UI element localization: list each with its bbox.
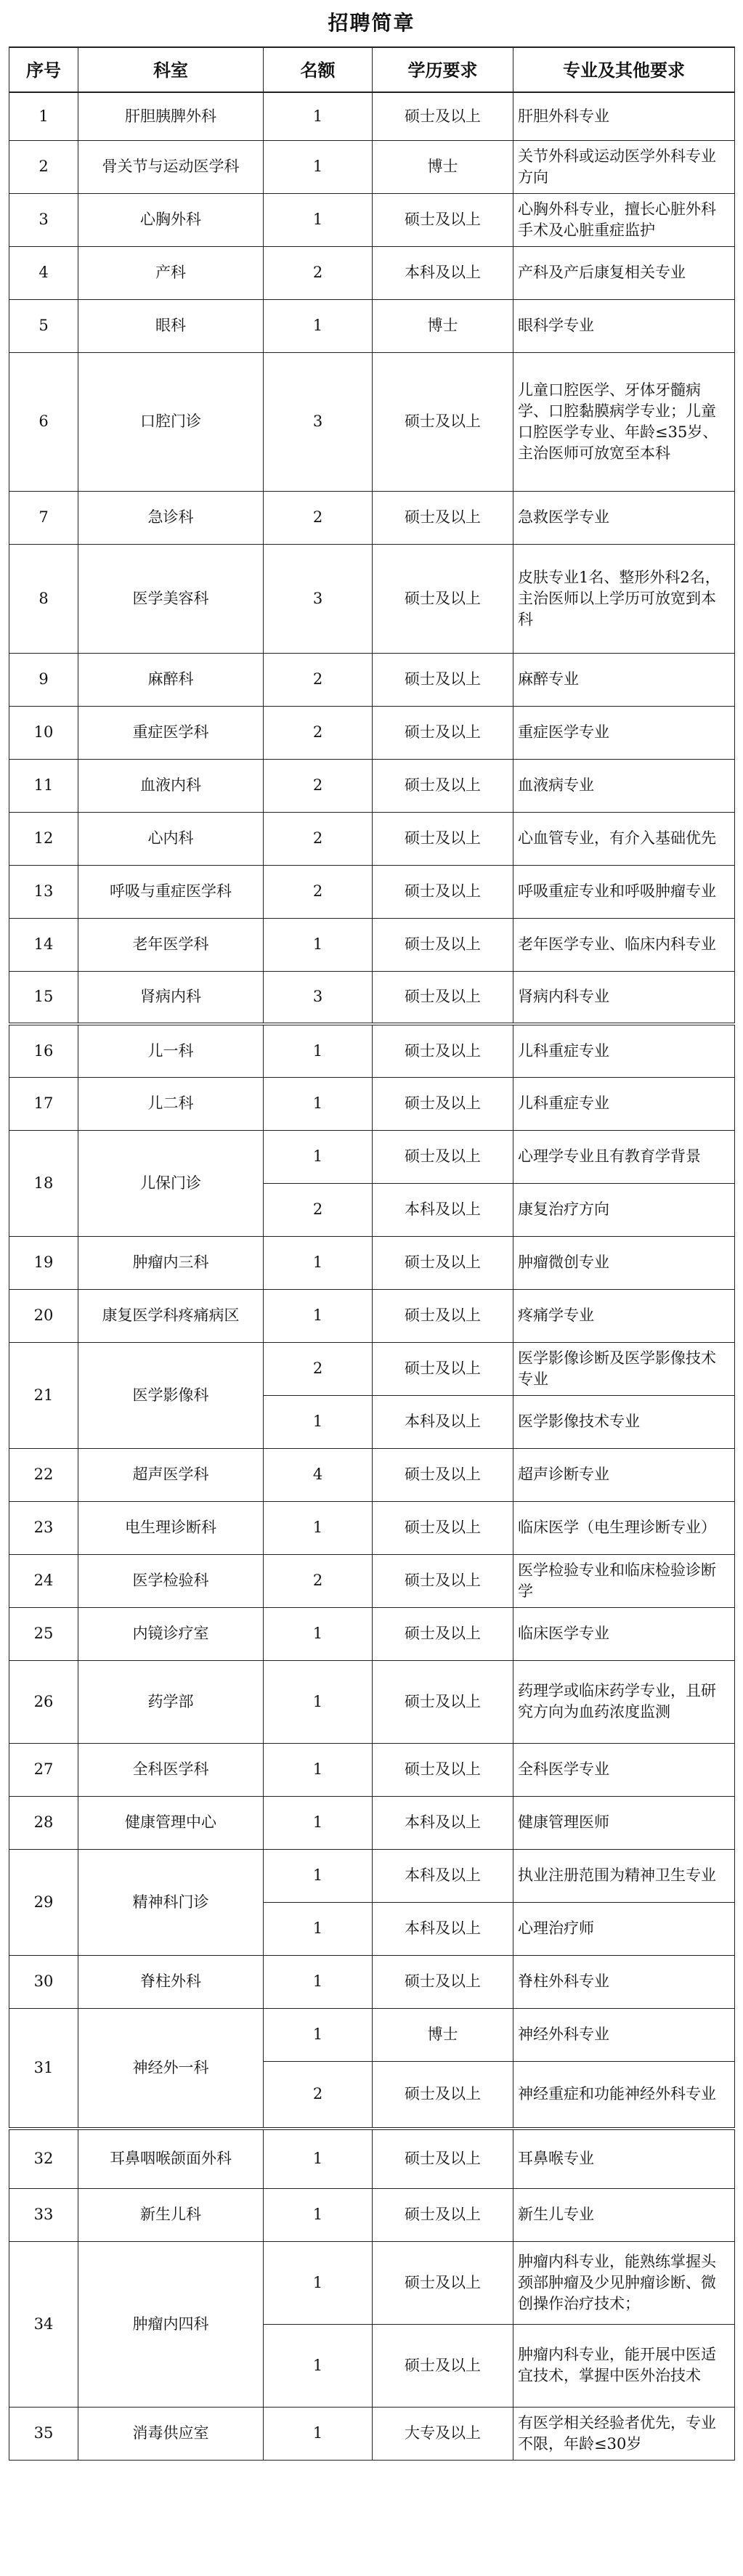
cell-quota: 4 [264,1448,373,1501]
cell-dept: 骨关节与运动医学科 [78,140,264,193]
cell-education: 硕士及以上 [373,544,513,653]
table-row [9,759,735,812]
cell-education: 本科及以上 [373,1395,513,1448]
cell-requirements: 医学影像诊断及医学影像技术专业 [513,1342,735,1395]
cell-dept: 新生儿科 [78,2188,264,2241]
table-row [9,1024,735,1077]
cell-quota: 1 [264,140,373,193]
table-row [9,2188,735,2241]
cell-no: 19 [9,1236,78,1289]
cell-requirements: 有医学相关经验者优先，专业不限，年龄≤30岁 [513,2407,735,2460]
cell-quota: 1 [264,1660,373,1743]
cell-quota: 3 [264,352,373,491]
cell-requirements: 皮肤专业1名、整形外科2名，主治医师以上学历可放宽到本科 [513,544,735,653]
cell-dept: 医学检验科 [78,1554,264,1607]
cell-education: 硕士及以上 [373,1501,513,1554]
cell-requirements: 药理学或临床药学专业，且研究方向为血药浓度监测 [513,1660,735,1743]
cell-no: 30 [9,1955,78,2008]
cell-dept: 儿保门诊 [78,1130,264,1236]
cell-education: 硕士及以上 [373,812,513,865]
cell-dept: 健康管理中心 [78,1796,264,1849]
cell-no: 10 [9,706,78,759]
cell-requirements: 耳鼻喉专业 [513,2129,735,2188]
header-no: 序号 [9,47,78,92]
cell-no: 15 [9,971,78,1024]
cell-education: 硕士及以上 [373,1236,513,1289]
cell-education: 硕士及以上 [373,1077,513,1130]
table-row [9,971,735,1024]
cell-dept: 心内科 [78,812,264,865]
cell-no: 8 [9,544,78,653]
cell-no: 35 [9,2407,78,2460]
table-row [9,1501,735,1554]
table-row [9,1077,735,1130]
cell-no: 5 [9,299,78,352]
cell-no: 26 [9,1660,78,1743]
cell-dept: 药学部 [78,1660,264,1743]
cell-requirements: 麻醉专业 [513,653,735,706]
table-row [9,1448,735,1501]
cell-education: 硕士及以上 [373,759,513,812]
cell-quota: 1 [264,1501,373,1554]
cell-dept: 消毒供应室 [78,2407,264,2460]
recruitment-table [9,46,735,2461]
cell-dept: 脊柱外科 [78,1955,264,2008]
cell-requirements: 肝胆外科专业 [513,92,735,140]
cell-quota: 2 [264,865,373,918]
cell-requirements: 临床医学专业 [513,1607,735,1660]
cell-quota: 3 [264,971,373,1024]
cell-requirements: 肿瘤微创专业 [513,1236,735,1289]
header-requirements: 专业及其他要求 [513,47,735,92]
cell-dept: 康复医学科疼痛病区 [78,1289,264,1342]
cell-quota: 2 [264,759,373,812]
cell-quota: 1 [264,1395,373,1448]
cell-quota: 2 [264,2061,373,2129]
cell-dept: 心胸外科 [78,193,264,246]
cell-requirements: 神经重症和功能神经外科专业 [513,2061,735,2129]
cell-education: 硕士及以上 [373,352,513,491]
cell-education: 博士 [373,299,513,352]
cell-no: 34 [9,2241,78,2407]
cell-requirements: 超声诊断专业 [513,1448,735,1501]
cell-quota: 1 [264,2188,373,2241]
cell-quota: 2 [264,812,373,865]
document-title: 招聘简章 [328,11,415,35]
cell-dept: 医学影像科 [78,1342,264,1448]
cell-requirements: 康复治疗方向 [513,1183,735,1236]
cell-requirements: 肿瘤内科专业，能开展中医适宜技术，掌握中医外治技术 [513,2324,735,2407]
table-row [9,1342,735,1395]
cell-requirements: 心血管专业，有介入基础优先 [513,812,735,865]
cell-dept: 医学美容科 [78,544,264,653]
cell-dept: 内镜诊疗室 [78,1607,264,1660]
cell-dept: 超声医学科 [78,1448,264,1501]
cell-requirements: 肿瘤内科专业，能熟练掌握头颈部肿瘤及少见肿瘤诊断、微创操作治疗技术； [513,2241,735,2324]
cell-no: 32 [9,2129,78,2188]
cell-dept: 耳鼻咽喉颌面外科 [78,2129,264,2188]
cell-education: 硕士及以上 [373,1130,513,1183]
cell-quota: 1 [264,918,373,971]
cell-quota: 2 [264,1554,373,1607]
cell-dept: 重症医学科 [78,706,264,759]
table-row [9,812,735,865]
table-row [9,544,735,653]
cell-dept: 肿瘤内三科 [78,1236,264,1289]
cell-no: 9 [9,653,78,706]
cell-education: 硕士及以上 [373,1743,513,1796]
cell-no: 11 [9,759,78,812]
cell-education: 硕士及以上 [373,1024,513,1077]
table-row [9,918,735,971]
cell-no: 25 [9,1607,78,1660]
table-row [9,1743,735,1796]
header-quota: 名额 [264,47,373,92]
cell-education: 博士 [373,140,513,193]
cell-no: 17 [9,1077,78,1130]
cell-education: 博士 [373,2008,513,2061]
cell-requirements: 医学影像技术专业 [513,1395,735,1448]
cell-quota: 1 [264,1955,373,2008]
cell-quota: 2 [264,653,373,706]
cell-requirements: 心理学专业且有教育学背景 [513,1130,735,1183]
cell-education: 硕士及以上 [373,971,513,1024]
cell-quota: 1 [264,2129,373,2188]
cell-quota: 2 [264,1183,373,1236]
table-row [9,1607,735,1660]
cell-education: 本科及以上 [373,246,513,299]
cell-requirements: 儿童口腔医学、牙体牙髓病学、口腔黏膜病学专业；儿童口腔医学专业、年龄≤35岁、主治医师可放宽至本科 [513,352,735,491]
cell-no: 7 [9,491,78,544]
cell-no: 24 [9,1554,78,1607]
table-row [9,2008,735,2061]
cell-requirements: 眼科学专业 [513,299,735,352]
cell-requirements: 疼痛学专业 [513,1289,735,1342]
cell-quota: 1 [264,193,373,246]
cell-education: 硕士及以上 [373,1955,513,2008]
cell-requirements: 心胸外科专业，擅长心脏外科手术及心脏重症监护 [513,193,735,246]
table-row [9,1130,735,1183]
cell-quota: 1 [264,2008,373,2061]
table-row [9,1289,735,1342]
cell-requirements: 血液病专业 [513,759,735,812]
table-row [9,653,735,706]
cell-requirements: 全科医学专业 [513,1743,735,1796]
cell-dept: 精神科门诊 [78,1849,264,1955]
cell-no: 23 [9,1501,78,1554]
cell-requirements: 老年医学专业、临床内科专业 [513,918,735,971]
cell-no: 22 [9,1448,78,1501]
cell-dept: 全科医学科 [78,1743,264,1796]
cell-education: 硕士及以上 [373,1342,513,1395]
table-row [9,92,735,140]
cell-education: 硕士及以上 [373,2324,513,2407]
cell-dept: 呼吸与重症医学科 [78,865,264,918]
table-row [9,706,735,759]
cell-quota: 1 [264,1607,373,1660]
cell-education: 硕士及以上 [373,1607,513,1660]
cell-dept: 急诊科 [78,491,264,544]
table-row [9,1955,735,2008]
cell-no: 18 [9,1130,78,1236]
cell-no: 14 [9,918,78,971]
cell-education: 硕士及以上 [373,918,513,971]
cell-education: 硕士及以上 [373,491,513,544]
cell-no: 31 [9,2008,78,2129]
cell-dept: 肿瘤内四科 [78,2241,264,2407]
cell-no: 28 [9,1796,78,1849]
cell-education: 硕士及以上 [373,2188,513,2241]
cell-quota: 1 [264,92,373,140]
cell-requirements: 肾病内科专业 [513,971,735,1024]
cell-no: 1 [9,92,78,140]
table-row [9,246,735,299]
table-row [9,865,735,918]
cell-quota: 1 [264,299,373,352]
cell-no: 4 [9,246,78,299]
table-row [9,2129,735,2188]
cell-education: 本科及以上 [373,1796,513,1849]
cell-quota: 1 [264,1077,373,1130]
cell-requirements: 关节外科或运动医学外科专业方向 [513,140,735,193]
cell-quota: 1 [264,1902,373,1955]
cell-education: 硕士及以上 [373,1448,513,1501]
cell-quota: 3 [264,544,373,653]
cell-education: 硕士及以上 [373,865,513,918]
cell-quota: 1 [264,2324,373,2407]
cell-education: 硕士及以上 [373,1289,513,1342]
cell-quota: 2 [264,706,373,759]
cell-quota: 1 [264,1796,373,1849]
cell-requirements: 心理治疗师 [513,1902,735,1955]
cell-dept: 神经外一科 [78,2008,264,2129]
table-header-row [9,47,735,92]
cell-requirements: 医学检验专业和临床检验诊断学 [513,1554,735,1607]
cell-dept: 血液内科 [78,759,264,812]
cell-education: 本科及以上 [373,1902,513,1955]
cell-no: 13 [9,865,78,918]
cell-quota: 1 [264,2241,373,2324]
cell-requirements: 重症医学专业 [513,706,735,759]
cell-requirements: 新生儿专业 [513,2188,735,2241]
cell-dept: 眼科 [78,299,264,352]
cell-dept: 儿一科 [78,1024,264,1077]
table-row [9,1796,735,1849]
cell-requirements: 儿科重症专业 [513,1024,735,1077]
table-row [9,2407,735,2460]
cell-dept: 麻醉科 [78,653,264,706]
cell-education: 硕士及以上 [373,653,513,706]
cell-quota: 1 [264,1130,373,1183]
table-row [9,491,735,544]
cell-no: 33 [9,2188,78,2241]
table-row [9,1660,735,1743]
cell-dept: 产科 [78,246,264,299]
cell-education: 硕士及以上 [373,1660,513,1743]
cell-requirements: 健康管理医师 [513,1796,735,1849]
cell-requirements: 急救医学专业 [513,491,735,544]
cell-no: 16 [9,1024,78,1077]
cell-requirements: 呼吸重症专业和呼吸肿瘤专业 [513,865,735,918]
cell-dept: 老年医学科 [78,918,264,971]
cell-no: 21 [9,1342,78,1448]
cell-dept: 肝胆胰脾外科 [78,92,264,140]
cell-requirements: 脊柱外科专业 [513,1955,735,2008]
cell-requirements: 儿科重症专业 [513,1077,735,1130]
cell-no: 20 [9,1289,78,1342]
cell-no: 27 [9,1743,78,1796]
cell-quota: 1 [264,1024,373,1077]
cell-requirements: 神经外科专业 [513,2008,735,2061]
cell-education: 硕士及以上 [373,92,513,140]
table-row [9,2241,735,2324]
cell-no: 29 [9,1849,78,1955]
cell-requirements: 执业注册范围为精神卫生专业 [513,1849,735,1902]
table-row [9,1554,735,1607]
cell-quota: 2 [264,1342,373,1395]
table-row [9,299,735,352]
cell-education: 硕士及以上 [373,2061,513,2129]
cell-education: 本科及以上 [373,1849,513,1902]
cell-education: 大专及以上 [373,2407,513,2460]
cell-quota: 2 [264,246,373,299]
cell-quota: 1 [264,1289,373,1342]
cell-education: 硕士及以上 [373,706,513,759]
cell-no: 12 [9,812,78,865]
cell-no: 6 [9,352,78,491]
cell-education: 硕士及以上 [373,2241,513,2324]
cell-dept: 儿二科 [78,1077,264,1130]
cell-dept: 肾病内科 [78,971,264,1024]
cell-education: 本科及以上 [373,1183,513,1236]
table-row [9,1849,735,1902]
cell-quota: 1 [264,1743,373,1796]
cell-education: 硕士及以上 [373,193,513,246]
cell-dept: 口腔门诊 [78,352,264,491]
header-dept: 科室 [78,47,264,92]
cell-requirements: 产科及产后康复相关专业 [513,246,735,299]
cell-no: 2 [9,140,78,193]
cell-education: 硕士及以上 [373,2129,513,2188]
cell-quota: 2 [264,491,373,544]
table-row [9,193,735,246]
cell-requirements: 临床医学（电生理诊断专业） [513,1501,735,1554]
cell-quota: 1 [264,1236,373,1289]
cell-dept: 电生理诊断科 [78,1501,264,1554]
cell-no: 3 [9,193,78,246]
cell-quota: 1 [264,2407,373,2460]
table-row [9,140,735,193]
table-row [9,352,735,491]
table-row [9,1236,735,1289]
cell-quota: 1 [264,1849,373,1902]
header-education: 学历要求 [373,47,513,92]
cell-education: 硕士及以上 [373,1554,513,1607]
